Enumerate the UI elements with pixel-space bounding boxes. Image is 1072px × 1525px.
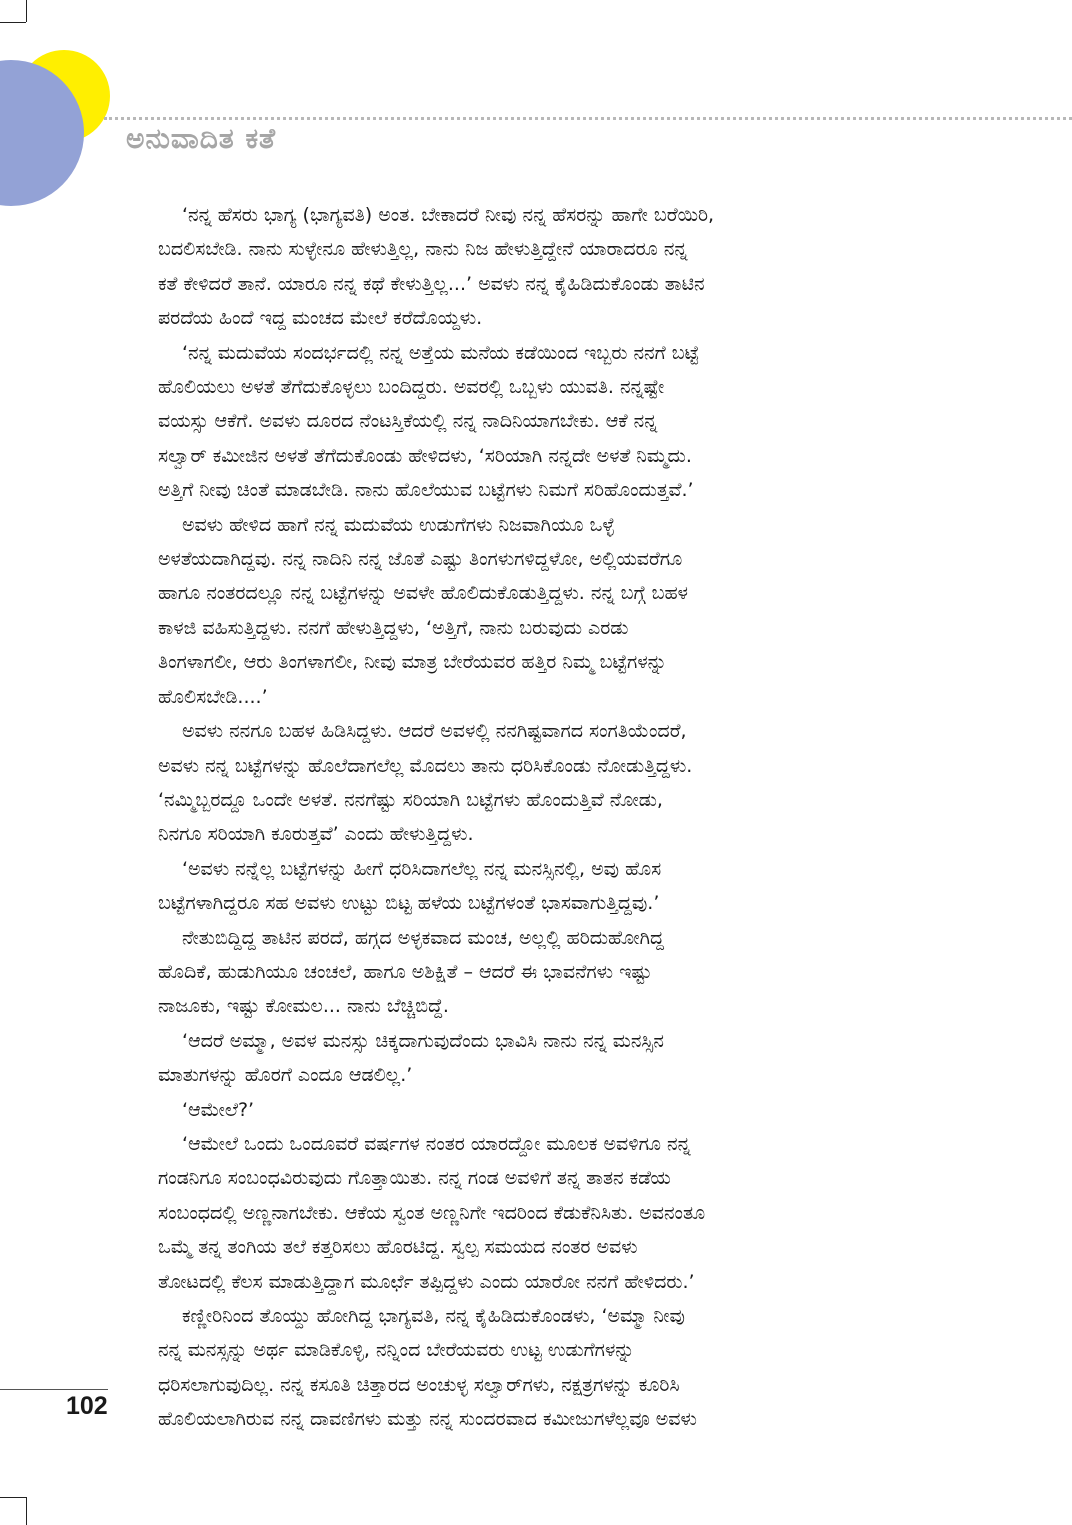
text-line: ‘ಅವಳು ನನ್ನೆಲ್ಲ ಬಟ್ಟೆಗಳನ್ನು ಹೀಗೆ ಧರಿಸಿದಾಗಲೆಲ್ಲ ನನ್ನ ಮನಸ್ಸಿನಲ್ಲಿ, ಅವು ಹೊಸ: [182, 857, 662, 880]
text-line: ಹೊದಿಕೆ, ಹುಡುಗಿಯೂ ಚಂಚಲೆ, ಹಾಗೂ ಅಶಿಕ್ಷಿತೆ – ಆದರೆ ಈ ಭಾವನೆಗಳು ಇಷ್ಟು: [158, 960, 652, 983]
text-line: ವಯಸ್ಸು ಆಕೆಗೆ. ಅವಳು ದೂರದ ನೆಂಟಸ್ತಿಕೆಯಲ್ಲಿ ನನ್ನ ನಾದಿನಿಯಾಗಬೇಕು. ಆಕೆ ನನ್ನ: [158, 410, 658, 433]
text-line: ಅವಳು ನನಗೂ ಬಹಳ ಹಿಡಿಸಿದ್ದಳು. ಆದರೆ ಅವಳಲ್ಲಿ ನನಗಿಷ್ಟವಾಗದ ಸಂಗತಿಯೆಂದರೆ,: [182, 720, 687, 743]
text-line: ‘ನನ್ನ ಹೆಸರು ಭಾಗ್ಯ (ಭಾಗ್ಯವತಿ) ಅಂತ. ಬೇಕಾದರೆ ನೀವು ನನ್ನ ಹೆಸರನ್ನು ಹಾಗೇ ಬರೆಯಿರಿ,: [182, 204, 715, 226]
text-line: ‘ನನ್ನ ಮದುವೆಯ ಸಂದರ್ಭದಲ್ಲಿ ನನ್ನ ಅತ್ತೆಯ ಮನೆಯ ಕಡೆಯಿಂದ ಇಬ್ಬರು ನನಗೆ ಬಟ್ಟೆ: [182, 341, 700, 364]
paragraph: [158, 921, 908, 1024]
text-line: ಅಳತೆಯದಾಗಿದ್ದವು. ನನ್ನ ನಾದಿನಿ ನನ್ನ ಜೊತೆ ಎಷ್ಟು ತಿಂಗಳುಗಳಿದ್ದಳೋ, ಅಲ್ಲಿಯವರೆಗೂ: [158, 548, 683, 571]
crop-mark-bottom-horizontal: [0, 1497, 26, 1498]
text-line: ಸಲ್ವಾರ್ ಕಮೀಜಿನ ಅಳತೆ ತೆಗೆದುಕೊಂಡು ಹೇಳಿದಳು, ‘ಸರಿಯಾಗಿ ನನ್ನದೇ ಅಳತೆ ನಿಮ್ಮದು.: [158, 444, 692, 467]
paragraph: [158, 1127, 908, 1299]
text-line: ಹೊಲಿಯಲು ಅಳತೆ ತೆಗೆದುಕೊಳ್ಳಲು ಬಂದಿದ್ದರು. ಅವರಲ್ಲಿ ಒಬ್ಬಳು ಯುವತಿ. ನನ್ನಷ್ಟೇ: [158, 376, 665, 399]
paragraph: [158, 508, 908, 714]
text-line: ಹೊಲಿಸಬೇಡಿ....’: [158, 685, 268, 708]
text-line: ನೇತುಬಿದ್ದಿದ್ದ ತಾಟಿನ ಪರದೆ, ಹಗ್ಗದ ಅಳ್ಳಕವಾದ ಮಂಚ, ಅಲ್ಲಲ್ಲಿ ಹರಿದುಹೋಗಿದ್ದ: [182, 926, 664, 949]
text-line: ಕತೆ ಕೇಳಿದರೆ ತಾನೆ. ಯಾರೂ ನನ್ನ ಕಥೆ ಕೇಳುತ್ತಿಲ್ಲ...’ ಅವಳು ನನ್ನ ಕೈಹಿಡಿದುಕೊಂಡು ತಾಟಿನ: [158, 272, 705, 295]
text-line: ಸಂಬಂಧದಲ್ಲಿ ಅಣ್ಣನಾಗಬೇಕು. ಆಕೆಯ ಸ್ವಂತ ಅಣ್ಣನಿಗೇ ಇದರಿಂದ ಕೆಡುಕೆನಿಸಿತು. ಅವನಂತೂ: [158, 1201, 706, 1224]
text-line: ನನ್ನ ಮನಸ್ಸನ್ನು ಅರ್ಥ ಮಾಡಿಕೊಳ್ಳಿ, ನನ್ನಿಂದ ಬೇರೆಯವರು ಉಟ್ಟ ಉಡುಗೆಗಳನ್ನು: [158, 1339, 635, 1362]
text-line: ಒಮ್ಮೆ ತನ್ನ ತಂಗಿಯ ತಲೆ ಕತ್ತರಿಸಲು ಹೊರಟಿದ್ದ. ಸ್ವಲ್ಪ ಸಮಯದ ನಂತರ ಅವಳು: [158, 1236, 638, 1259]
text-line: ಕಾಳಜಿ ವಹಿಸುತ್ತಿದ್ದಳು. ನನಗೆ ಹೇಳುತ್ತಿದ್ದಳು, ‘ಅತ್ತಿಗೆ, ನಾನು ಬರುವುದು ಎರಡು: [158, 616, 629, 639]
text-line: ಪರದೆಯ ಹಿಂದೆ ಇದ್ದ ಮಂಚದ ಮೇಲೆ ಕರೆದೊಯ್ದಳು.: [158, 307, 483, 330]
text-line: ಧರಿಸಲಾಗುವುದಿಲ್ಲ. ನನ್ನ ಕಸೂತಿ ಚಿತ್ತಾರದ ಅಂಚುಳ್ಳ ಸಲ್ವಾರ್‌ಗಳು, ನಕ್ಷತ್ರಗಳನ್ನು ಕೂರಿಸಿ: [158, 1373, 680, 1396]
paragraph: [158, 198, 908, 336]
paragraph: [158, 714, 908, 852]
text-line: ಅತ್ತಿಗೆ ನೀವು ಚಿಂತೆ ಮಾಡಬೇಡಿ. ನಾನು ಹೊಲೆಯುವ ಬಟ್ಟೆಗಳು ನಿಮಗೆ ಸರಿಹೊಂದುತ್ತವೆ.’: [158, 479, 694, 502]
text-line: ಮಾತುಗಳನ್ನು ಹೊರಗೆ ಎಂದೂ ಆಡಲಿಲ್ಲ.’: [158, 1064, 413, 1087]
page-number: 102: [66, 1392, 108, 1420]
crop-mark-bottom-vertical: [26, 1497, 27, 1525]
text-line: ಕಣ್ಣೀರಿನಿಂದ ತೊಯ್ದು ಹೋಗಿದ್ದ ಭಾಗ್ಯವತಿ, ನನ್ನ ಕೈಹಿಡಿದುಕೊಂಡಳು, ‘ಅಮ್ಮಾ ನೀವು: [182, 1305, 685, 1327]
text-line: ಹೊಲಿಯಲಾಗಿರುವ ನನ್ನ ದಾವಣಿಗಳು ಮತ್ತು ನನ್ನ ಸುಂದರವಾದ ಕಮೀಜುಗಳೆಲ್ಲವೂ ಅವಳು: [158, 1408, 697, 1431]
paragraph: [158, 1024, 908, 1093]
crop-mark-top-vertical: [26, 0, 27, 22]
paragraph: [158, 1093, 908, 1127]
crop-mark-top-horizontal: [0, 22, 26, 23]
text-line: ತೋಟದಲ್ಲಿ ಕೆಲಸ ಮಾಡುತ್ತಿದ್ದಾಗ ಮೂರ್ಛೆ ತಪ್ಪಿದ್ದಳು ಎಂದು ಯಾರೋ ನನಗೆ ಹೇಳಿದರು.’: [158, 1270, 695, 1293]
text-line: ಗಂಡನಿಗೂ ಸಂಬಂಧವಿರುವುದು ಗೊತ್ತಾಯಿತು. ನನ್ನ ಗಂಡ ಅವಳಿಗೆ ತನ್ನ ತಾತನ ಕಡೆಯ: [158, 1167, 671, 1190]
text-line: ನಿನಗೂ ಸರಿಯಾಗಿ ಕೂರುತ್ತವೆ’ ಎಂದು ಹೇಳುತ್ತಿದ್ದಳು.: [158, 823, 474, 846]
text-line: ‘ಆದರೆ ಅಮ್ಮಾ, ಅವಳ ಮನಸ್ಸು ಚಿಕ್ಕದಾಗುವುದೆಂದು ಭಾವಿಸಿ ನಾನು ನನ್ನ ಮನಸ್ಸಿನ: [182, 1029, 664, 1052]
text-line: ‘ನಮ್ಮಿಬ್ಬರದ್ದೂ ಒಂದೇ ಅಳತೆ. ನನಗೆಷ್ಟು ಸರಿಯಾಗಿ ಬಟ್ಟೆಗಳು ಹೊಂದುತ್ತಿವೆ ನೋಡು,: [158, 788, 663, 811]
text-line: ತಿಂಗಳಾಗಲೀ, ಆರು ತಿಂಗಳಾಗಲೀ, ನೀವು ಮಾತ್ರ ಬೇರೆಯವರ ಹತ್ತಿರ ನಿಮ್ಮ ಬಟ್ಟೆಗಳನ್ನು: [158, 651, 667, 674]
text-line: ಬದಲಿಸಬೇಡಿ. ನಾನು ಸುಳ್ಳೇನೂ ಹೇಳುತ್ತಿಲ್ಲ, ನಾನು ನಿಜ ಹೇಳುತ್ತಿದ್ದೇನೆ ಯಾರಾದರೂ ನನ್ನ: [158, 238, 688, 261]
story-body: [158, 198, 908, 1437]
section-title: ಅನುವಾದಿತ ಕತೆ: [126, 122, 277, 155]
text-line: ಅವಳು ಹೇಳಿದ ಹಾಗೆ ನನ್ನ ಮದುವೆಯ ಉಡುಗೆಗಳು ನಿಜವಾಗಿಯೂ ಒಳ್ಳೆ: [182, 513, 615, 536]
text-line: ‘ಆಮೇಲೆ ಒಂದು ಒಂದೂವರೆ ವರ್ಷಗಳ ನಂತರ ಯಾರದ್ದೋ ಮೂಲಕ ಅವಳಿಗೂ ನನ್ನ: [182, 1132, 691, 1155]
text-line: ಅವಳು ನನ್ನ ಬಟ್ಟೆಗಳನ್ನು ಹೊಲೆದಾಗಲೆಲ್ಲ ಮೊದಲು ತಾನು ಧರಿಸಿಕೊಂಡು ನೋಡುತ್ತಿದ್ದಳು.: [158, 754, 693, 777]
footer-rule: [0, 1389, 108, 1390]
text-line: ಹಾಗೂ ನಂತರದಲ್ಲೂ ನನ್ನ ಬಟ್ಟೆಗಳನ್ನು ಅವಳೇ ಹೊಲಿದುಕೊಡುತ್ತಿದ್ದಳು. ನನ್ನ ಬಗ್ಗೆ ಬಹಳ: [158, 582, 688, 605]
header-dotted-rule: [104, 117, 1072, 120]
paragraph: [158, 336, 908, 508]
paragraph: [158, 1299, 908, 1437]
text-line: ‘ಆಮೇಲೆ?’: [182, 1098, 255, 1121]
text-line: ಬಟ್ಟೆಗಳಾಗಿದ್ದರೂ ಸಹ ಅವಳು ಉಟ್ಟು ಬಿಟ್ಟ ಹಳೆಯ ಬಟ್ಟೆಗಳಂತೆ ಭಾಸವಾಗುತ್ತಿದ್ದವು.’: [158, 892, 660, 915]
paragraph: [158, 852, 908, 921]
text-line: ನಾಜೂಕು, ಇಷ್ಟು ಕೋಮಲ... ನಾನು ಬೆಚ್ಚಿಬಿದ್ದೆ.: [158, 995, 449, 1018]
